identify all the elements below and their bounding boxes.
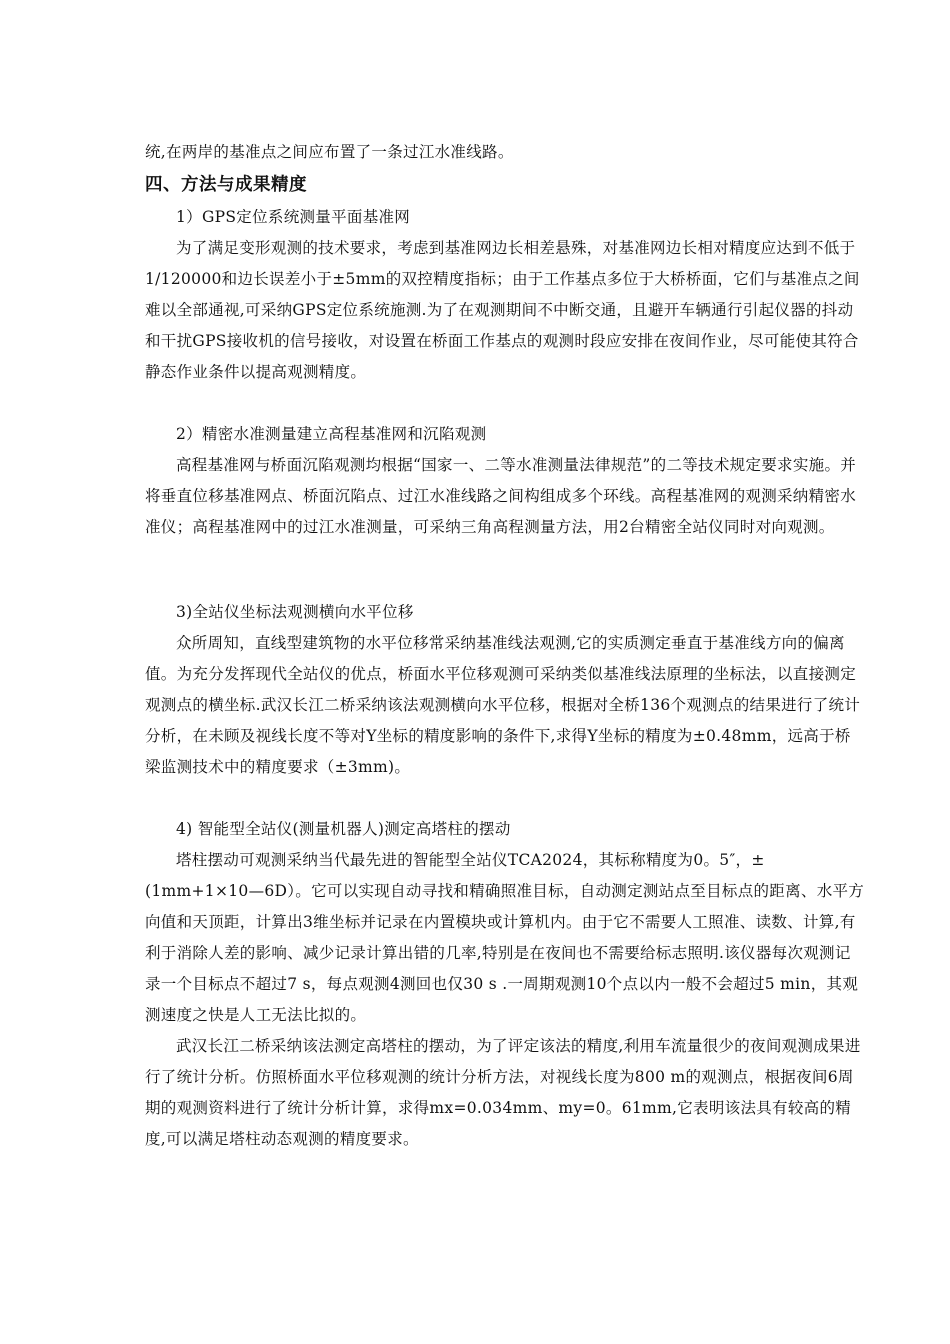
paragraph-coordinate: 众所周知，直线型建筑物的水平位移常采纳基准线法观测,它的实质测定垂直于基准线方向的偏离值。为充分发挥现代全站仪的优点，桥面水平位移观测可采纳类似基准线法原理的坐标法，以直接测定观测点的横坐标.武汉长江二桥采纳该法观测横向水平位移，根据对全桥136个观测点的结果进行了统计分析，在未顾及视线长度不等对Y坐标的精度影响的条件下,求得Y坐标的精度为±0.48mm，远高于桥梁监测技术中的精度要求（±3mm)。 — [145, 634, 861, 776]
subsection-4 — [145, 814, 865, 1155]
subsection-1 — [145, 202, 865, 388]
subsection-heading-leveling: 2）精密水准测量建立高程基准网和沉陷观测 — [176, 425, 487, 443]
subsection-heading-robot: 4) 智能型全站仪(测量机器人)测定高塔柱的摆动 — [176, 820, 511, 838]
section-block — [145, 168, 865, 202]
subsection-heading-gps: 1）GPS定位系统测量平面基准网 — [176, 208, 411, 226]
subsection-2 — [145, 419, 865, 543]
subsection-3 — [145, 597, 865, 783]
paragraph-gps: 为了满足变形观测的技术要求，考虑到基准网边长相差悬殊，对基准网边长相对精度应达到不低于1/120000和边长误差小于±5mm的双控精度指标；由于工作基点多位于大桥桥面，它们与基准点之间难以全部通视,可采纳GPS定位系统施测.为了在观测期间不中断交通，且避开车辆通行引起仪器的抖动和干扰GPS接收机的信号接收，对设置在桥面工作基点的观测时段应安排在夜间作业，尽可能使其符合静态作业条件以提高观测精度。 — [145, 239, 860, 381]
paragraph-leveling: 高程基准网与桥面沉陷观测均根据“国家一、二等水准测量法律规范”的二等技术规定要求实施。并将垂直位移基准网点、桥面沉陷点、过江水准线路之间构组成多个环线。高程基准网的观测采纳精密水准仪；高程基准网中的过江水准测量，可采纳三角高程测量方法，用2台精密全站仪同时对向观测。 — [145, 456, 857, 536]
section-title: 四、方法与成果精度 — [145, 175, 307, 195]
paragraph-tower-precision: 武汉长江二桥采纳该法测定高塔柱的摆动，为了评定该法的精度,利用车流量很少的夜间观测成果进行了统计分析。仿照桥面水平位移观测的统计分析方法，对视线长度为800 m的观测点，根据夜间6周期的观测资料进行了统计分析计算，求得mx=0.034mm、my=0。61mm,它表明该法具有较高的精度,可以满足塔柱动态观测的精度要求。 — [145, 1037, 861, 1148]
subsection-heading-coordinate: 3)全站仪坐标法观测横向水平位移 — [176, 603, 414, 621]
opening-line: 统,在两岸的基准点之间应布置了一条过江水准线路。 — [145, 143, 514, 161]
opening-block — [145, 137, 865, 168]
paragraph-robot: 塔柱摆动可观测采纳当代最先进的智能型全站仪TCA2024，其标称精度为0。5″，±(1mm+1×10—6D）。它可以实现自动寻找和精确照准目标，自动测定测站点至目标点的距离、水平方向值和天顶距，计算出3维坐标并记录在内置模块或计算机内。由于它不需要人工照准、读数、计算,有利于消除人差的影响、减少记录计算出错的几率,特别是在夜间也不需要给标志照明.该仪器每次观测记录一个目标点不超过7 s，每点观测4测回也仅30 s .一周期观测10个点以内一般不会超过5 min，其观测速度之快是人工无法比拟的。 — [145, 851, 865, 1024]
